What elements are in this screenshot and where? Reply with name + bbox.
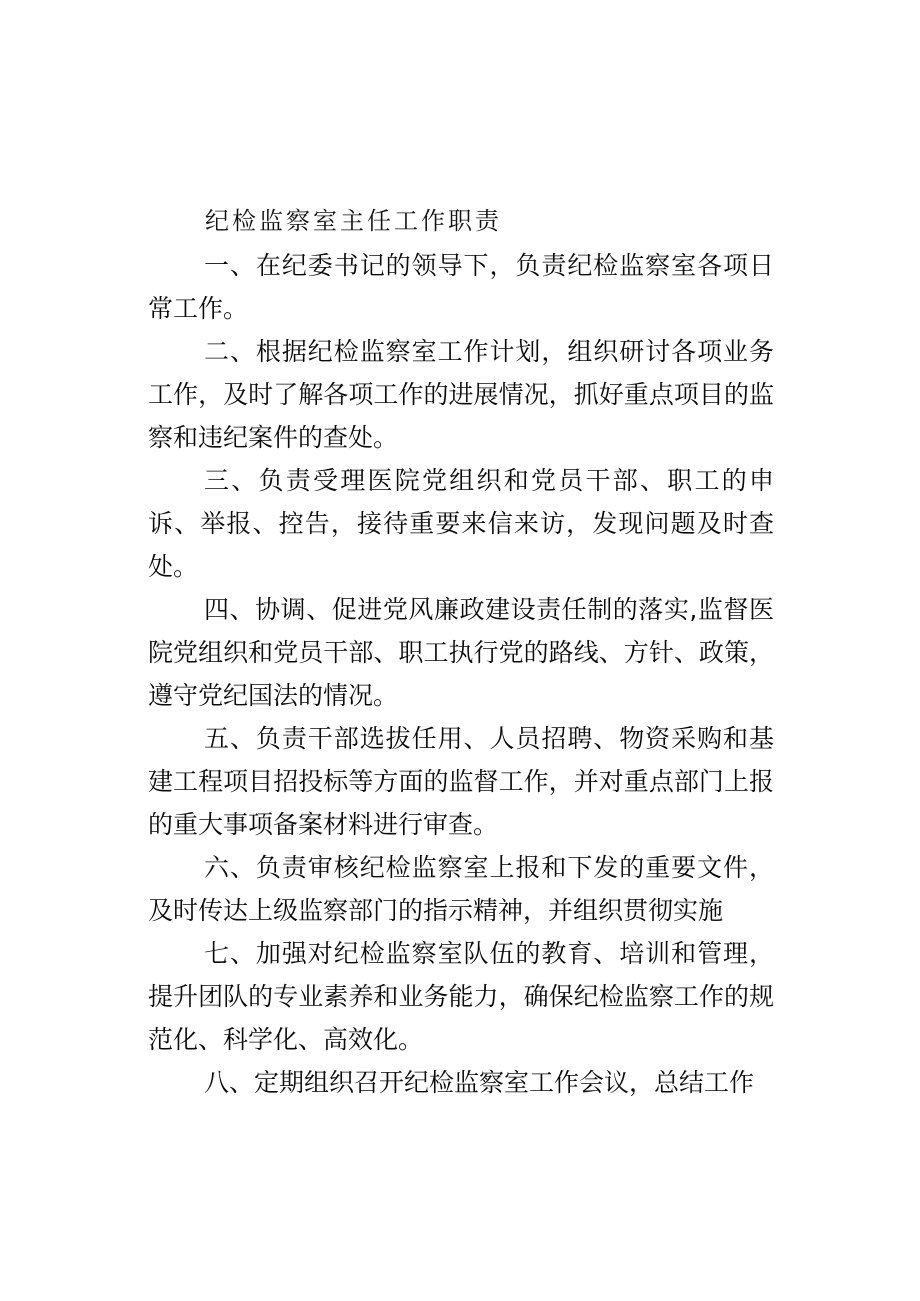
document-title: 纪检监察室主任工作职责 (205, 207, 502, 235)
paragraph-7: 七、加强对纪检监察室队伍的教育、培训和管理，提升团队的专业素养和业务能力，确保纪检监察工作的规范化、科学化、高效化。 (148, 939, 774, 1054)
paragraph-6: 六、负责审核纪检监察室上报和下发的重要文件，及时传达上级监察部门的指示精神，并组织贯彻实施 (148, 853, 774, 925)
document-body (148, 244, 774, 1104)
paragraph-4: 四、协调、促进党风廉政建设责任制的落实,监督医院党组织和党员干部、职工执行党的路线、方针、政策，遵守党纪国法的情况。 (148, 595, 774, 710)
paragraph-3: 三、负责受理医院党组织和党员干部、职工的申诉、举报、控告，接待重要来信来访，发现问题及时查处。 (148, 466, 774, 581)
paragraph-8: 八、定期组织召开纪检监察室工作会议，总结工作 (204, 1068, 755, 1097)
paragraph-5: 五、负责干部选拔任用、人员招聘、物资采购和基建工程项目招投标等方面的监督工作，并对重点部门上报的重大事项备案材料进行审查。 (148, 724, 774, 839)
paragraph-1: 一、在纪委书记的领导下，负责纪检监察室各项日常工作。 (148, 251, 774, 323)
paragraph-2: 二、根据纪检监察室工作计划，组织研讨各项业务工作，及时了解各项工作的进展情况，抓好重点项目的监察和违纪案件的查处。 (148, 337, 774, 452)
